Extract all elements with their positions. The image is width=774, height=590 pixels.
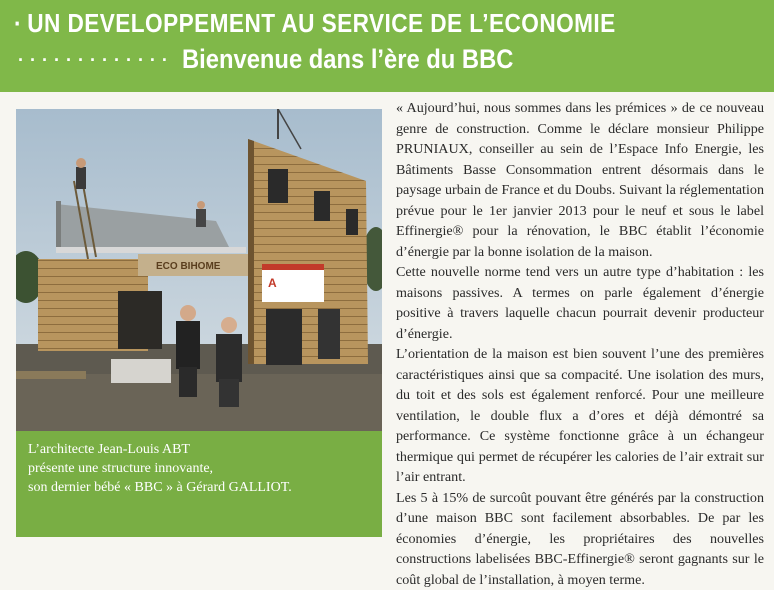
dot-leaders: ·············: [18, 50, 174, 70]
sign-letter: A: [268, 276, 277, 290]
article-paragraph: L’orientation de la maison est bien souvent l’une des premières caractéristiques ainsi que sa compacité. Une isolation des murs, du toit et des sols est également renforcé. Pour une meilleure ventilation, le double flux a d’ores et déjà démontré sa performance. Ce système fonctionne grâce à un échangeur thermique qui permet de récupérer les calories de l’air extrait sur l’air entrant.: [396, 344, 764, 488]
article-paragraph: Les 5 à 15% de surcoût pouvant être générés par la construction d’une maison BBC sont facilement absorbables. De par les économies d’énergie, les propriétaires des nouvelles constructions labelisées BBC-Effinergie® seront gagnants sur le coût global de l’installation, à moyen terme.: [396, 488, 764, 590]
article-paragraph: Cette nouvelle norme tend vers un autre type d’habitation : les maisons passives. A termes on parle également d’énergie positive à travers laquelle chacun pourrait devenir producteur d’énergie.: [396, 262, 764, 344]
article-body: [396, 98, 764, 590]
caption-line: présente une structure innovante,: [28, 459, 378, 478]
photo-caption: [28, 440, 378, 497]
construction-photo: [16, 109, 382, 431]
header-banner: [0, 0, 774, 92]
caption-line: son dernier bébé « BBC » à Gérard GALLIOT.: [28, 478, 378, 497]
article-paragraph: « Aujourd’hui, nous sommes dans les prémices » de ce nouveau genre de construction. Comme le déclare monsieur Philippe PRUNIAUX, conseiller au sein de l’Espace Info Energie, les Bâtiments Basse Consommation entrent désormais dans le paysage urbain de France et du Doubs. Suivant la réglementation prévue pour le 1er janvier 2013 pour le neuf et sous le label Effinergie® pour la rénovation, le BBC établit l’économie d’énergie par la bonne isolation de la maison.: [396, 98, 764, 262]
site-banner-text: ECO BIHOME: [156, 261, 221, 272]
title-text: UN DEVELOPPEMENT AU SERVICE DE L’ECONOMIE: [27, 8, 615, 38]
page-subtitle: [18, 44, 559, 75]
caption-line: L’architecte Jean-Louis ABT: [28, 440, 378, 459]
page-title: [14, 8, 616, 39]
title-bullet: ·: [14, 8, 22, 38]
subtitle-text: Bienvenue dans l’ère du BBC: [182, 44, 513, 75]
